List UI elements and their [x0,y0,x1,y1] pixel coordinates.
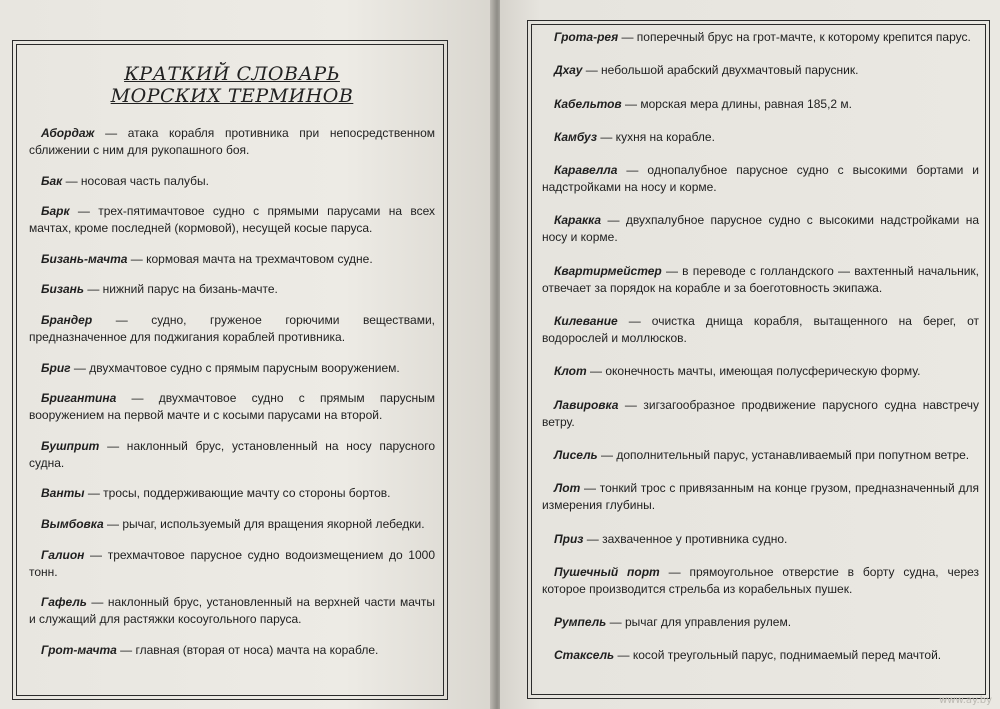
title-line-2: МОРСКИХ ТЕРМИНОВ [110,85,354,107]
right-entry-list [542,29,979,664]
entry-term: Каравелла [554,163,618,178]
dictionary-entry [542,480,979,514]
entry-definition: — трех-пятимачтовое судно с прямыми парусами на всех мачтах, кроме последней (кормовой), несущей косые паруса. [29,204,435,236]
left-entry-list [29,125,435,659]
entry-definition: — рычаг для управления рулем. [606,615,792,630]
entry-term: Кабельтов [554,96,622,111]
entry-definition: — поперечный брус на грот-мачте, к которому крепится парус. [618,30,971,44]
dictionary-entry [542,397,979,431]
right-page-content [542,29,979,690]
entry-definition: — морская мера длины, равная 185,2 м. [621,96,853,111]
dictionary-entry [29,251,435,268]
watermark: www.ay.by [939,695,992,706]
dictionary-entry [29,125,435,159]
entry-definition: — тонкий трос с привязанным на конце грузом, предназначенный для измерения глубины. [542,481,979,513]
dictionary-entry [29,312,435,346]
dictionary-entry [542,447,979,464]
entry-definition: — оконечность мачты, имеющая полусферическую форму. [586,364,921,379]
dictionary-entry [29,390,435,424]
entry-term: Вымбовка [41,516,104,531]
entry-term: Румпель [554,615,607,630]
entry-definition: — двухпалубное парусное судно с высокими надстройками на носу и корме. [542,213,979,245]
entry-term: Галион [41,547,85,562]
entry-definition: — в переводе с голландского — вахтенный начальник, отвечает за порядок на корабле и за боеготовность экипажа. [542,263,979,295]
dictionary-entry [29,642,435,659]
entry-term: Грот-мачта [41,642,117,657]
dictionary-entry [542,313,979,347]
entry-term: Квартирмейстер [554,263,662,278]
dictionary-entry [29,485,435,502]
entry-definition: — нижний парус на бизань-мачте. [84,282,278,297]
dictionary-entry [542,531,979,548]
dictionary-entry [542,647,979,664]
dictionary-entry [542,564,979,598]
entry-definition: — зигзагообразное продвижение парусного судна навстречу ветру. [542,397,979,429]
entry-definition: — атака корабля противника при непосредственном сближении с ним для рукопашного боя. [29,126,435,157]
dictionary-entry [542,363,979,380]
right-page [500,0,1000,709]
entry-term: Килевание [554,314,618,329]
left-page [0,0,494,709]
entry-term: Каракка [554,213,602,228]
entry-definition: — носовая часть палубы. [62,173,209,188]
entry-definition: — небольшой арабский двухмачтовый парусник. [582,63,859,78]
dictionary-entry [542,162,979,196]
dictionary-entry [29,360,435,377]
entry-definition: — рычаг, используемый для вращения якорной лебедки. [103,516,425,531]
entry-definition: — прямоугольное отверстие в борту судна, через которое производится стрельба из корабельных пушек. [542,564,979,596]
dictionary-entry [542,96,979,113]
title-line-1: КРАТКИЙ СЛОВАРЬ [124,63,340,85]
entry-definition: — наклонный брус, установленный на носу парусного судна. [29,438,435,470]
entry-term: Гафель [41,595,87,610]
entry-definition: — захваченное у противника судно. [583,531,788,546]
entry-definition: — кормовая мачта на трехмачтовом судне. [127,251,373,266]
dictionary-entry [29,438,435,472]
dictionary-entry [29,203,435,237]
dictionary-entry [542,263,979,297]
entry-definition: — трехмачтовое парусное судно водоизмещением до 1000 тонн. [29,547,435,579]
entry-term: Дхау [554,63,583,78]
entry-term: Барк [41,204,70,219]
entry-term: Приз [554,531,584,546]
left-page-frame [12,40,448,700]
left-page-content [29,63,435,691]
entry-term: Камбуз [554,129,598,144]
entry-definition: — тросы, поддерживающие мачту со стороны бортов. [84,486,391,501]
entry-term: Стаксель [554,648,615,663]
dictionary-title [29,63,435,107]
entry-definition: — двухмачтовое судно с прямым парусным вооружением. [70,360,400,375]
entry-definition: — дополнительный парус, устанавливаемый при попутном ветре. [597,447,970,462]
entry-term: Пушечный порт [554,564,660,579]
entry-term: Лавировка [554,397,619,412]
entry-term: Грота-рея [554,30,619,44]
dictionary-entry [542,212,979,246]
dictionary-entry [542,614,979,631]
dictionary-entry [542,62,979,79]
entry-term: Абордаж [41,126,95,140]
dictionary-entry [542,29,979,46]
entry-definition: — наклонный брус, установленный на верхней части мачты и служащий для растяжки косоугольного паруса. [29,595,435,627]
entry-term: Лисель [554,447,598,462]
dictionary-entry [29,516,435,533]
entry-term: Ванты [41,486,85,501]
entry-term: Брандер [41,312,93,327]
entry-definition: — косой треугольный парус, поднимаемый перед мачтой. [614,648,942,663]
entry-definition: — однопалубное парусное судно с высокими бортами и надстройками на носу и корме. [542,163,979,195]
dictionary-entry [29,547,435,581]
dictionary-entry [542,129,979,146]
entry-term: Бак [41,173,63,188]
entry-definition: — двухмачтовое судно с прямым парусным вооружением на первой мачте и с косыми парусами на второй. [29,391,435,423]
dictionary-entry [29,594,435,628]
dictionary-entry [29,281,435,298]
entry-term: Бизань [41,282,84,297]
entry-term: Клот [554,364,587,379]
entry-definition: — кухня на корабле. [597,129,715,144]
entry-term: Бриг [41,360,71,375]
entry-term: Бушприт [41,438,100,453]
entry-definition: — главная (вторая от носа) мачта на корабле. [116,642,379,657]
entry-term: Лот [554,481,581,496]
entry-term: Бизань-мачта [41,251,128,266]
right-page-frame [527,20,990,699]
entry-definition: — судно, груженое горючими веществами, предназначенное для поджигания кораблей противника. [29,312,435,344]
entry-definition: — очистка днища корабля, вытащенного на берег, от водорослей и моллюсков. [542,314,979,346]
dictionary-entry [29,173,435,190]
entry-term: Бригантина [41,391,117,406]
